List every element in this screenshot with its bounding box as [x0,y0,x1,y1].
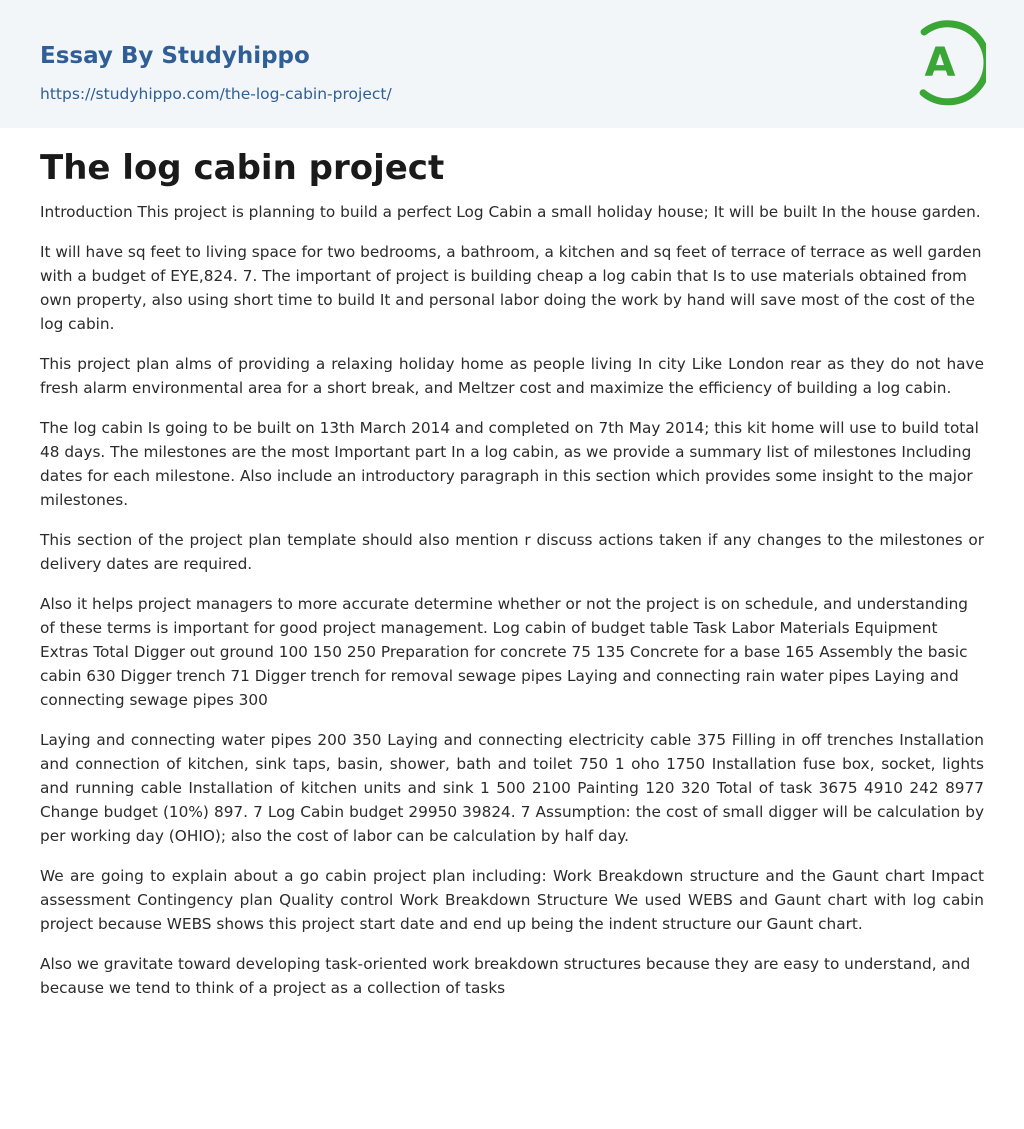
paragraph-introduction: Introduction This project is planning to build a perfect Log Cabin a small holiday house; It will be built In the house garden. [40,203,981,221]
paragraph-schedule: The log cabin Is going to be built on 13th March 2014 and completed on 7th May 2014; this kit home will use to build total 48 days. The milestones are the most Important part In a log cabin, as we provide a summary list of milestones Including dates for each milestone. Also include an introductory paragraph in this section which provides some insight to the major milestones. [40,419,979,509]
paragraph-task-oriented: Also we gravitate toward developing task-oriented work breakdown structures because they are easy to understand, and because we tend to think of a project as a collection of tasks [40,955,971,997]
page-title: The log cabin project [40,148,445,188]
site-brand[interactable]: Essay By Studyhippo [40,43,310,69]
studyhippo-logo-icon[interactable] [912,20,986,106]
paragraph-budget-totals: Laying and connecting water pipes 200 350 Laying and connecting electricity cable 375 Filling in off trenches Installation and connection of kitchen, sink taps, basin, shower, bath and toilet 750 1 oho 1750 Installation fuse box, socket, lights and running cable Installation of kitchen units and sink 1 500 2100 Painting 120 320 Total of task 3675 4910 242 8977 Change budget (10%) 897. 7 Log Cabin budget 29950 39824. 7 Assumption: the cost of small digger will be calculation by per working day (OHIO); also the cost of labor can be calculation by half day. [40,731,984,845]
paragraph-budget-table: Also it helps project managers to more accurate determine whether or not the project is on schedule, and understanding of these terms is important for good project management. Log cabin of budget table Task Labor Materials Equipment Extras Total Digger out ground 100 150 250 Preparation for concrete 75 135 Concrete for a base 165 Assembly the basic cabin 630 Digger trench 71 Digger trench for removal sewage pipes Laying and connecting rain water pipes Laying and connecting sewage pipes 300 [40,595,968,709]
paragraph-milestone-changes: This section of the project plan template should also mention r discuss actions taken if any changes to the milestones or delivery dates are required. [40,531,984,573]
paragraph-work-breakdown: We are going to explain about a go cabin project plan including: Work Breakdown structure and the Gaunt chart Impact assessment Contingency plan Quality control Work Breakdown Structure We used WEBS and Gaunt chart with log cabin project because WEBS shows this project start date and end up being the indent structure our Gaunt chart. [40,867,984,933]
essay-url-link[interactable]: https://studyhippo.com/the-log-cabin-project/ [40,85,392,103]
paragraph-project-aims: This project plan alms of providing a relaxing holiday home as people living In city Like London rear as they do not have fresh alarm environmental area for a short break, and Meltzer cost and maximize the efficiency of building a log cabin. [40,355,984,397]
logo-letter: A [924,40,956,86]
site-header [0,0,1024,128]
paragraph-living-space: It will have sq feet to living space for two bedrooms, a bathroom, a kitchen and sq feet of terrace of terrace as well garden with a budget of EYE,824. 7. The important of project is building cheap a log cabin that Is to use materials obtained from own property, also using short time to build It and personal labor doing the work by hand will save most of the cost of the log cabin. [40,243,982,333]
article-body [40,200,984,1016]
